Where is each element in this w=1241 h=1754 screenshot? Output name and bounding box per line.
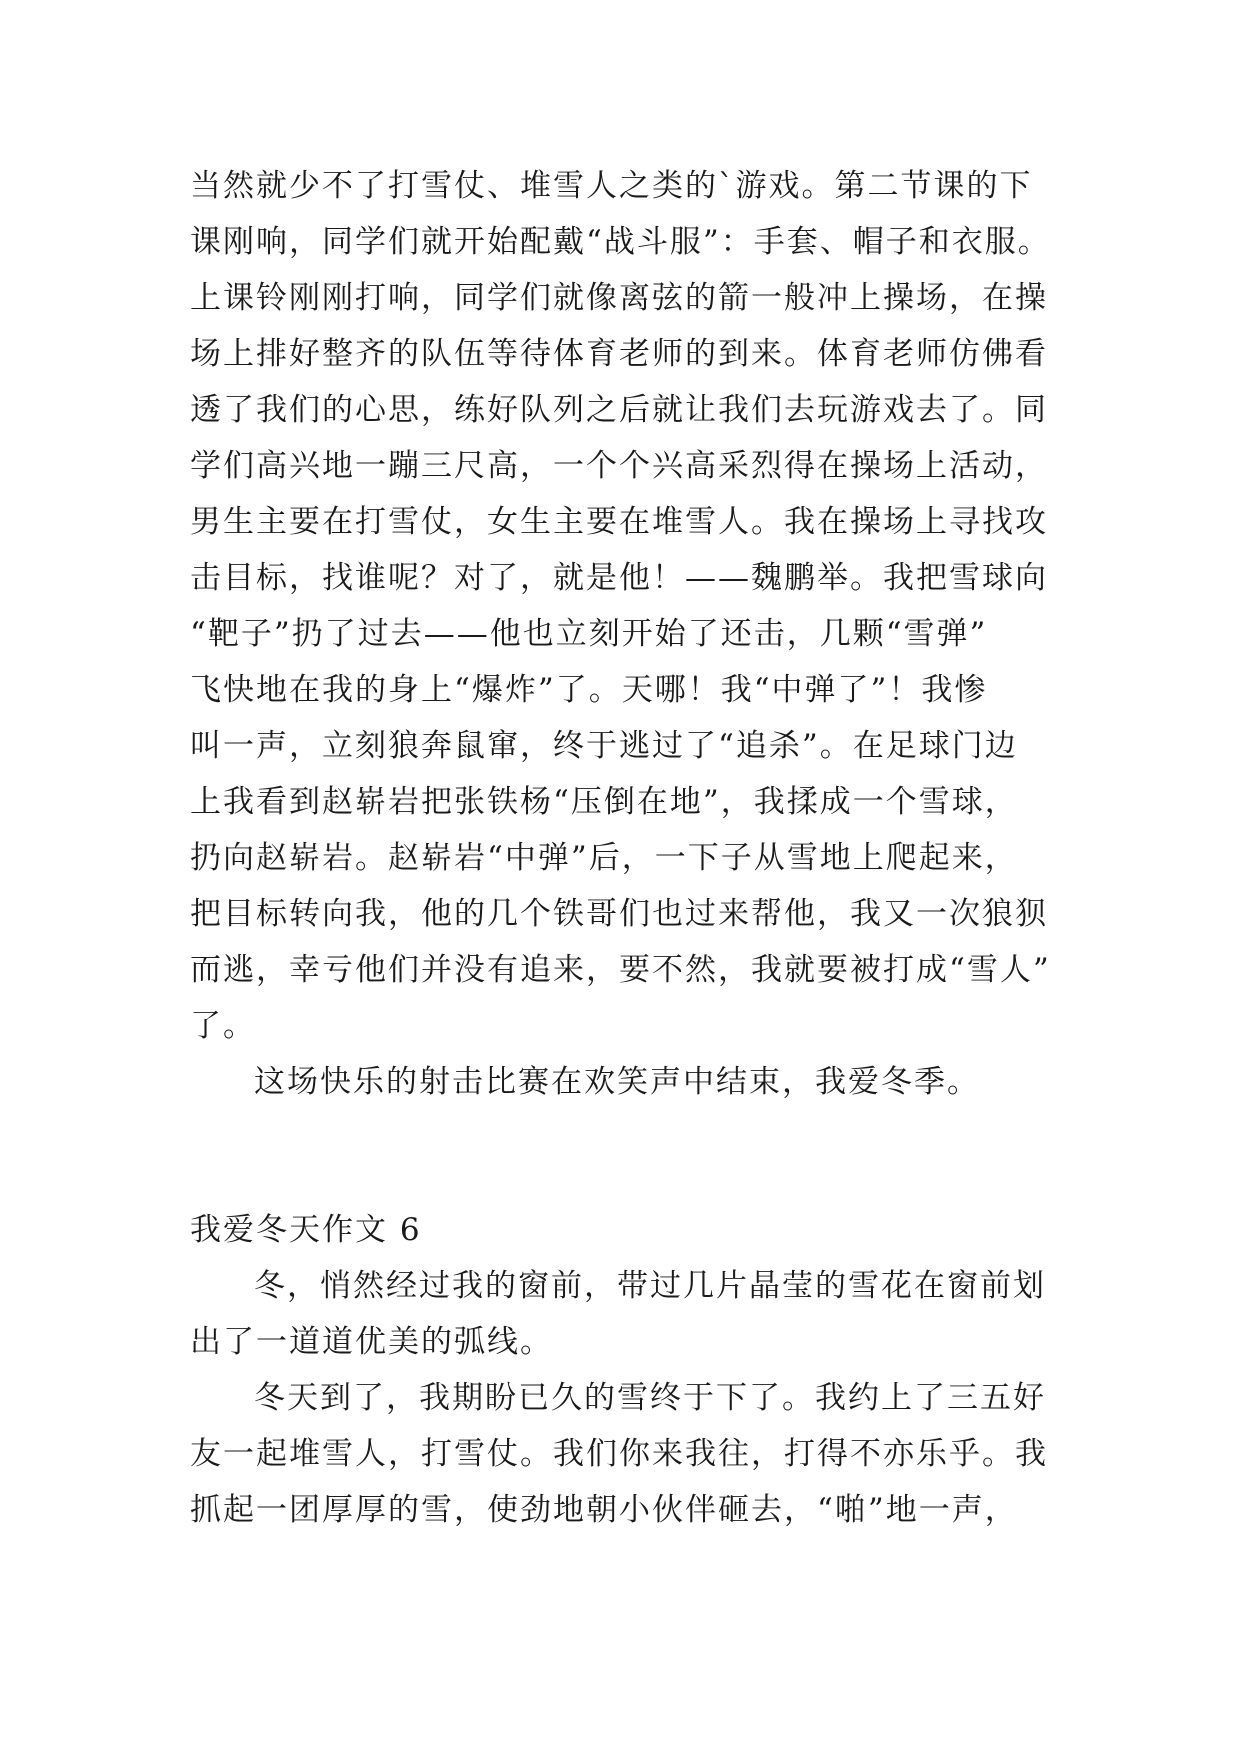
text-line: 上我看到赵崭岩把张铁杨“压倒在地”，我揉成一个雪球， (190, 784, 1018, 820)
text-line: 叫一声，立刻狼奔鼠窜，终于逃过了“追杀”。在足球门边 (190, 728, 1018, 764)
article-1-paragraph (190, 158, 1060, 1054)
text-line: 课刚响，同学们就开始配戴“战斗服”：手套、帽子和衣服。 (190, 224, 1051, 260)
text-line: 击目标，找谁呢？对了，就是他！——魏鹏举。我把雪球向 (190, 560, 1048, 596)
article-2-paragraph-1 (190, 1258, 1060, 1370)
article-1-closing-paragraph: 这场快乐的射击比赛在欢笑声中结束，我爱冬季。 (254, 1064, 980, 1100)
article-2-title: 我爱冬天作文 6 (190, 1212, 422, 1248)
text-line: 而逃，幸亏他们并没有追来，要不然，我就要被打成“雪人” (190, 952, 1051, 988)
text-line: 学们高兴地一蹦三尺高，一个个兴高采烈得在操场上活动， (190, 448, 1048, 484)
text-line: 当然就少不了打雪仗、堆雪人之类的`游戏。第二节课的下 (190, 168, 1033, 204)
section-spacer (190, 1110, 1060, 1202)
text-line: 出了一道道优美的弧线。 (190, 1324, 553, 1360)
text-line: 上课铃刚刚打响，同学们就像离弦的箭一般冲上操场，在操 (190, 280, 1048, 316)
text-line: 友一起堆雪人，打雪仗。我们你来我往，打得不亦乐乎。我 (190, 1436, 1048, 1472)
text-line: 透了我们的心思，练好队列之后就让我们去玩游戏去了。同 (190, 392, 1048, 428)
article-2-paragraph-2 (190, 1370, 1060, 1538)
text-line: 抓起一团厚厚的雪，使劲地朝小伙伴砸去，“啪”地一声， (190, 1492, 1018, 1528)
text-line: 场上排好整齐的队伍等待体育老师的到来。体育老师仿佛看 (190, 336, 1048, 372)
text-line: 了。 (190, 1008, 256, 1044)
text-line: 扔向赵崭岩。赵崭岩“中弹”后，一下子从雪地上爬起来， (190, 840, 1018, 876)
text-line: 飞快地在我的身上“爆炸”了。天哪！我“中弹了”！我惨 (190, 672, 988, 708)
document-body (190, 158, 1060, 1538)
text-line: 冬天到了，我期盼已久的雪终于下了。我约上了三五好 (254, 1380, 1046, 1416)
text-line: 把目标转向我，他的几个铁哥们也过来帮他，我又一次狼狈 (190, 896, 1048, 932)
text-line: 冬，悄然经过我的窗前，带过几片晶莹的雪花在窗前划 (254, 1268, 1046, 1304)
text-line: “靶子”扔了过去——他也立刻开始了还击，几颗“雪弹” (190, 616, 988, 652)
text-line: 男生主要在打雪仗，女生主要在堆雪人。我在操场上寻找攻 (190, 504, 1048, 540)
